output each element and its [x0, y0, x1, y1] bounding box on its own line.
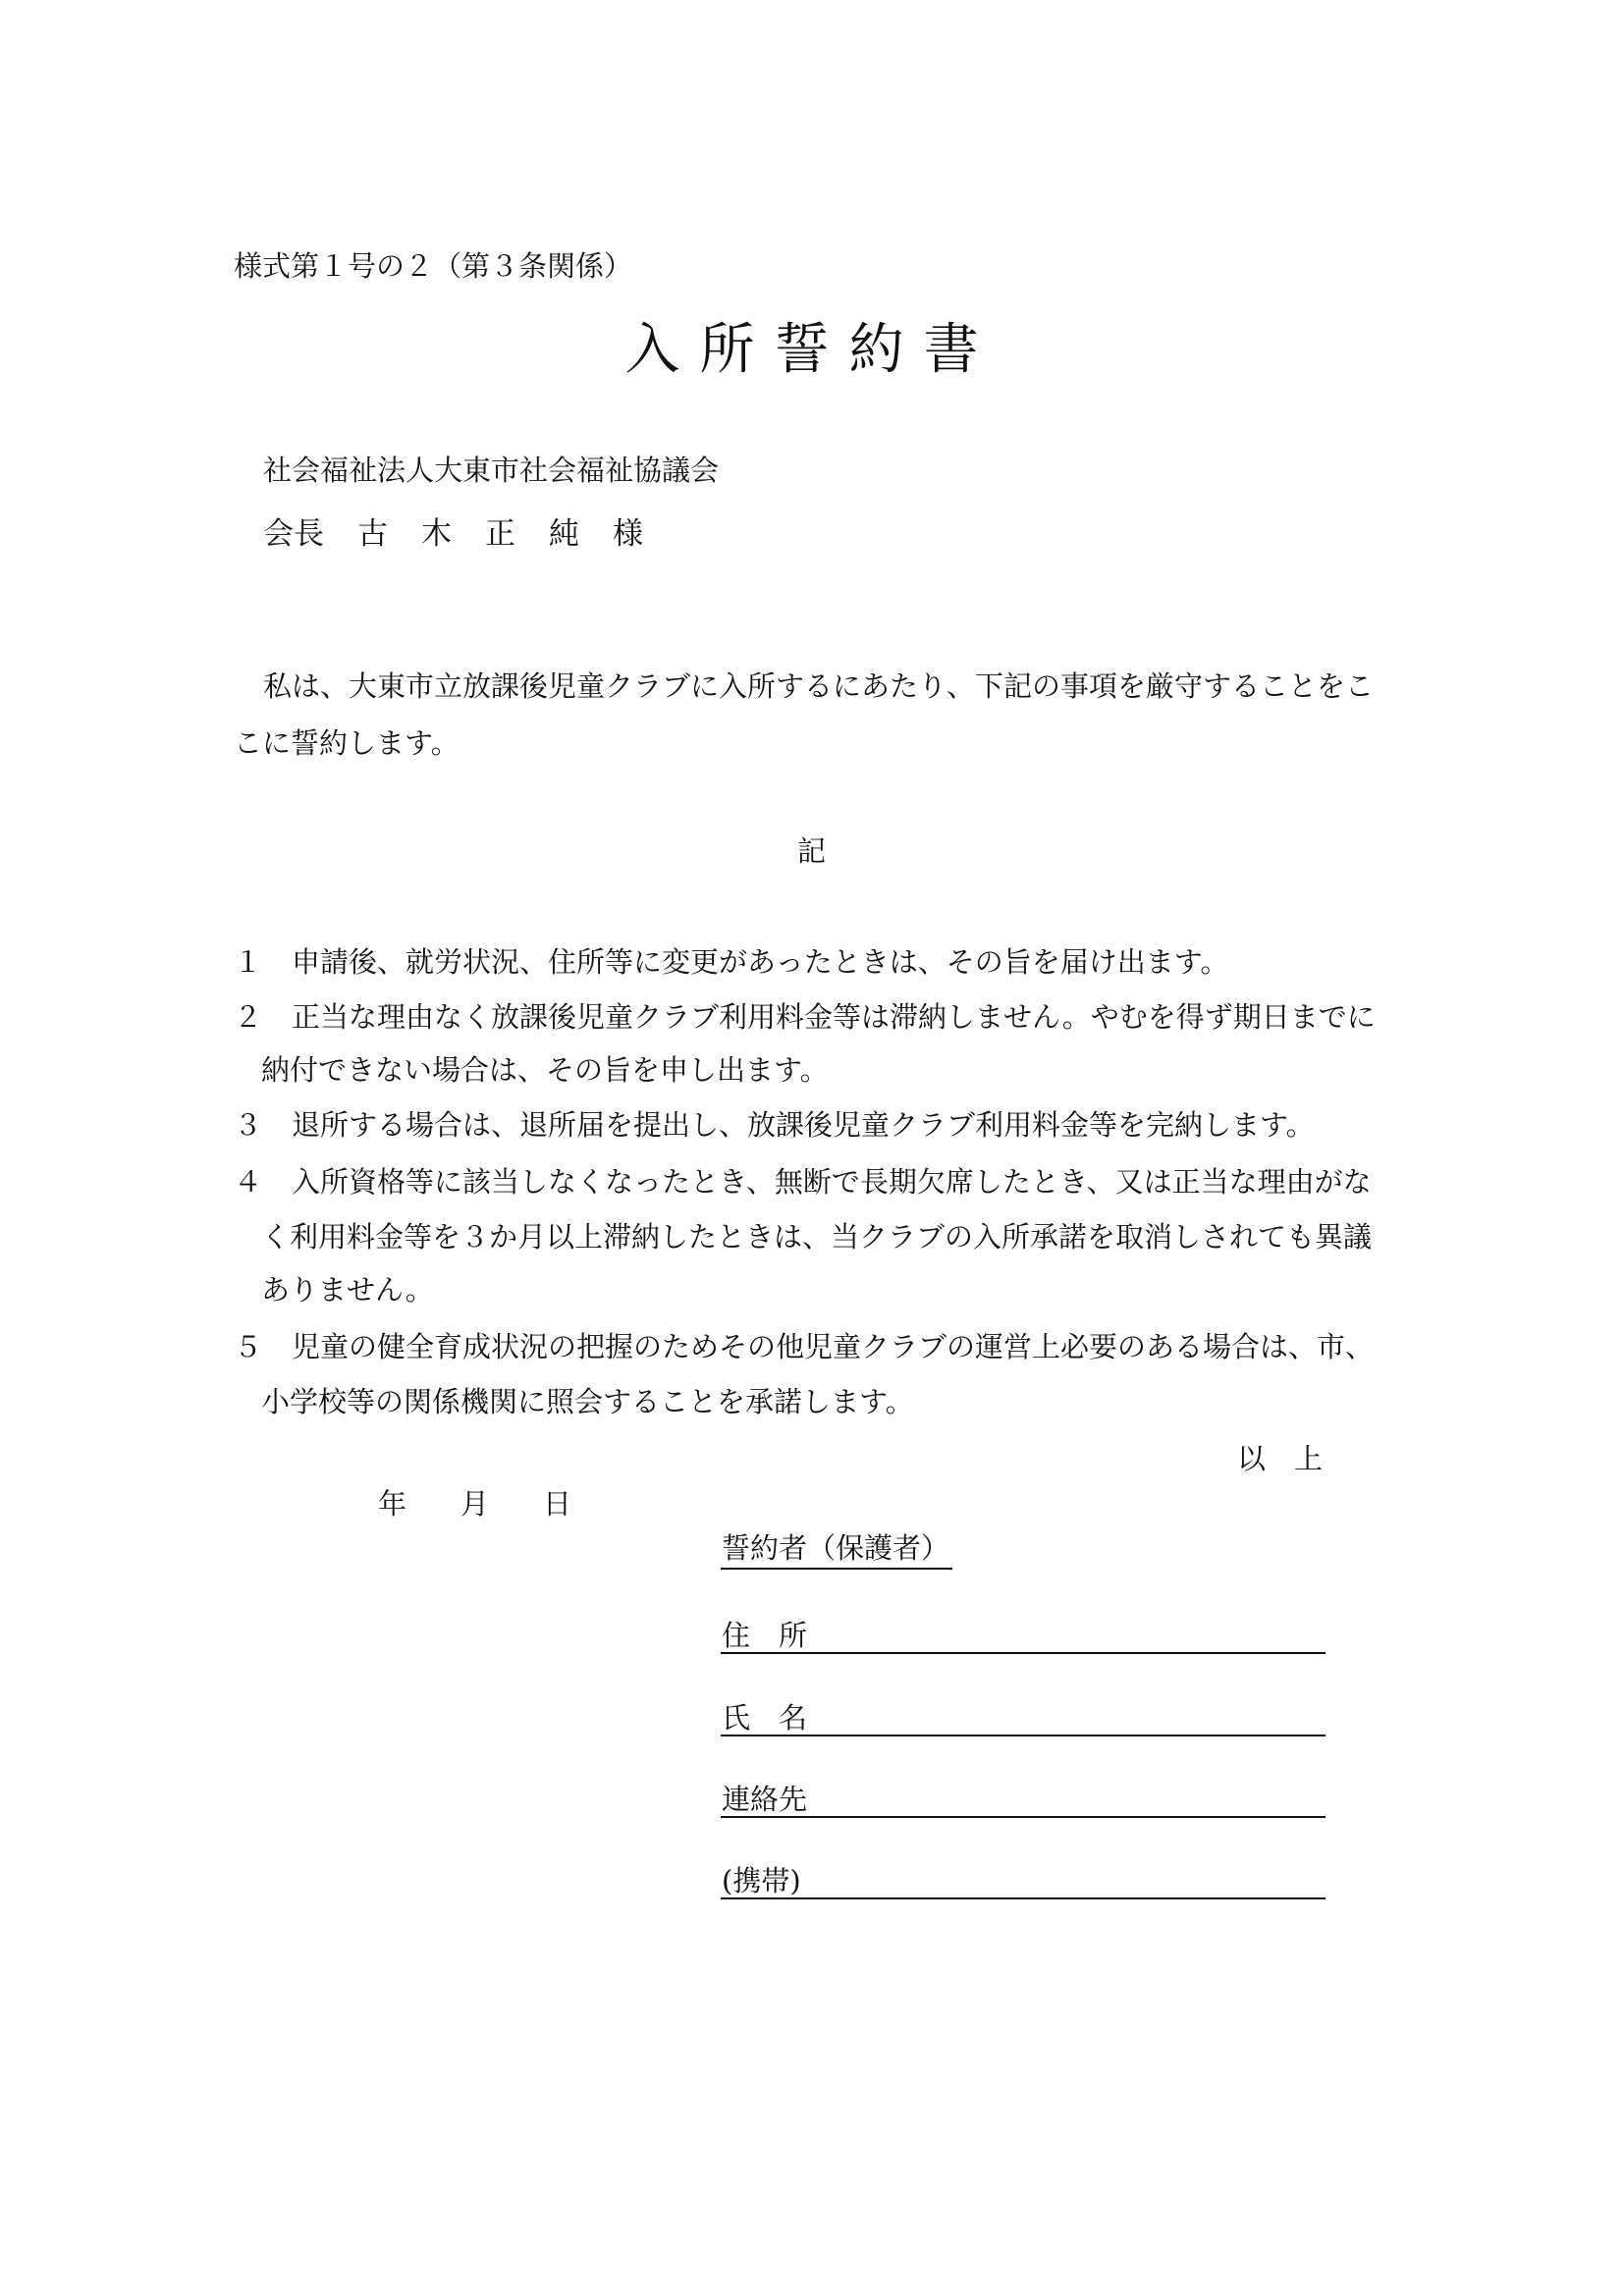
item-text-line: 納付できない場合は、その旨を申し出ます。: [261, 1053, 829, 1087]
date-line: [378, 1487, 572, 1521]
item-text-line: く利用料金等を３か月以上滞納したときは、当クラブの入所承諾を取消しされても異議: [261, 1220, 1373, 1254]
item-text-line: 正当な理由なく放課後児童クラブ利用料金等は滞納しません。やむを得ず期日までに: [292, 1000, 1376, 1034]
recipient-name-char: 古: [357, 516, 388, 552]
pledge-text-line: 私は、大東市立放課後児童クラブに入所するにあたり、下記の事項を厳守することをこ: [263, 669, 1375, 703]
item-number: ４: [234, 1165, 263, 1199]
form-number: 様式第１号の２（第３条関係）: [234, 249, 633, 283]
mobile-label: (携帯): [722, 1864, 801, 1897]
recipient-name-char: 木: [421, 516, 452, 552]
contact-field[interactable]: [721, 1816, 1325, 1818]
pledge-text-line: こに誓約します。: [234, 726, 460, 760]
item-text-line: ありません。: [261, 1273, 434, 1307]
closing-mark: 以 上: [1237, 1442, 1324, 1475]
contact-label: 連絡先: [722, 1783, 808, 1816]
item-text-line: 退所する場合は、退所届を提出し、放課後児童クラブ利用料金等を完納します。: [292, 1108, 1315, 1142]
address-field[interactable]: [721, 1652, 1325, 1654]
recipient-organization: 社会福祉法人大東市社会福祉協議会: [263, 454, 720, 487]
recipient-title: 会長: [263, 516, 324, 552]
item-text-line: 児童の健全育成状況の把握のためその他児童クラブの運営上必要のある場合は、市、: [292, 1330, 1375, 1363]
item-text-line: 入所資格等に該当しなくなったとき、無断で長期欠席したとき、又は正当な理由がな: [292, 1165, 1372, 1199]
document-title: 入所誓約書: [624, 318, 999, 382]
recipient-name: [263, 508, 643, 553]
item-number: １: [234, 945, 263, 979]
name-label: 氏 名: [722, 1701, 808, 1735]
recipient-name-char: 正: [485, 516, 515, 552]
item-number: ２: [234, 1000, 263, 1034]
item-text-line: 小学校等の関係機関に照会することを承諾します。: [261, 1385, 914, 1418]
item-number: ５: [234, 1330, 263, 1363]
guardian-label: 誓約者（保護者）: [722, 1531, 950, 1565]
guardian-underline: [721, 1568, 952, 1570]
date-month: 月: [460, 1487, 490, 1521]
date-year: 年: [378, 1487, 407, 1521]
recipient-honorific: 様: [613, 516, 643, 552]
name-field[interactable]: [721, 1735, 1325, 1736]
recipient-name-char: 純: [549, 516, 579, 552]
address-label: 住 所: [722, 1619, 808, 1652]
mobile-field[interactable]: [721, 1897, 1325, 1899]
ki-heading: 記: [796, 834, 826, 868]
item-text-line: 申請後、就労状況、住所等に変更があったときは、その旨を届け出ます。: [292, 945, 1229, 979]
item-number: ３: [234, 1108, 263, 1142]
date-day: 日: [543, 1487, 572, 1521]
